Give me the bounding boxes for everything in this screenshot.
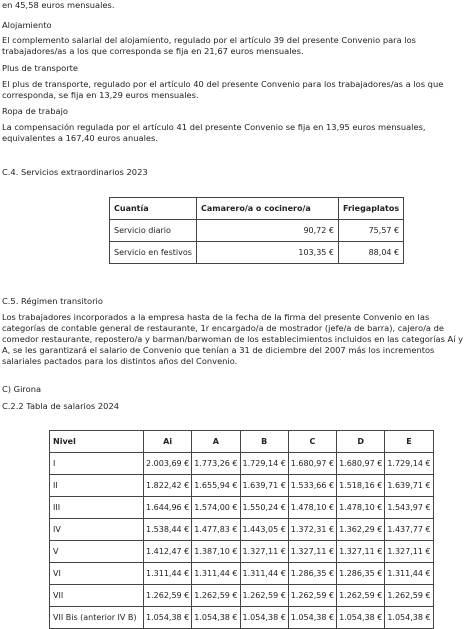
table-header-row (50, 431, 434, 453)
table-cell: Servicio en festivos (110, 242, 197, 264)
salary-cell: 1.550,24 € (240, 497, 288, 519)
salary-cell: 1.478,10 € (337, 497, 385, 519)
salary-cell: 1.574,00 € (192, 497, 240, 519)
tabla-salarios-table (49, 430, 434, 629)
table-row (50, 607, 434, 629)
table-row (50, 497, 434, 519)
table-header-cell: D (337, 431, 385, 453)
table-header-cell: Camarero/a o cocinero/a (197, 198, 339, 220)
salary-cell: 1.639,71 € (240, 475, 288, 497)
level-cell: IV (50, 519, 144, 541)
salary-cell: 1.655,94 € (192, 475, 240, 497)
paragraph-transporte: El plus de transporte, regulado por el artículo 40 del presente Convenio para los trabajadores/as a los que corresponda, se fija en 13,29 euros mensuales. (2, 79, 444, 100)
salary-cell: 1.773,26 € (192, 453, 240, 475)
table-cell: 103,35 € (197, 242, 339, 264)
table-header-cell: Friegaplatos (339, 198, 404, 220)
salary-cell: 1.443,05 € (240, 519, 288, 541)
table-row (50, 453, 434, 475)
table-header-cell: C (288, 431, 336, 453)
level-cell: V (50, 541, 144, 563)
salary-cell: 1.054,38 € (192, 607, 240, 629)
salary-cell: 1.639,71 € (385, 475, 433, 497)
salary-cell: 1.327,11 € (337, 541, 385, 563)
salary-cell: 1.262,59 € (144, 585, 192, 607)
table-row (110, 242, 404, 264)
level-cell: I (50, 453, 144, 475)
table-header-cell: B (240, 431, 288, 453)
salary-cell: 1.729,14 € (385, 453, 433, 475)
table-header-row (110, 198, 404, 220)
salary-cell: 1.822,42 € (144, 475, 192, 497)
table-header-cell: Ai (144, 431, 192, 453)
salary-cell: 1.311,44 € (192, 563, 240, 585)
table-row (110, 220, 404, 242)
salary-cell: 1.311,44 € (240, 563, 288, 585)
table-header-cell: E (385, 431, 433, 453)
level-cell: VII Bis (anterior IV B) (50, 607, 144, 629)
paragraph-regimen-transitorio: Los trabajadores incorporados a la empresa hasta de la fecha de la firma del presente Convenio en las categorías de contable general de restaurante, 1r encargado/a de mostrador (jefe/a de barra), cajero/a de comedor restaurante, repostero/a y barman/barwoman de los establecimientos incluidos en las categorías Aí y A, se les garantizará el salario de Convenio que tenían a 31 de diciembre del 2007 más los incrementos salariales pactados para los distintos años del Convenio. (2, 312, 464, 366)
salary-cell: 1.262,59 € (385, 585, 433, 607)
section-heading-girona: C) Girona (2, 384, 42, 394)
table-cell: 75,57 € (339, 220, 404, 242)
paragraph-ropa: La compensación regulada por el artículo 41 del presente Convenio se fija en 13,95 euros mensuales, equivalentes a 167,40 euros anuales. (2, 122, 426, 143)
salary-cell: 1.372,31 € (288, 519, 336, 541)
level-cell: III (50, 497, 144, 519)
salary-cell: 1.262,59 € (288, 585, 336, 607)
table-row (50, 519, 434, 541)
salary-cell: 1.327,11 € (240, 541, 288, 563)
salary-cell: 1.262,59 € (240, 585, 288, 607)
salary-cell: 1.054,38 € (385, 607, 433, 629)
table-cell: Servicio diario (110, 220, 197, 242)
salary-cell: 2.003,69 € (144, 453, 192, 475)
salary-cell: 1.477,83 € (192, 519, 240, 541)
section-heading-c4: C.4. Servicios extraordinarios 2023 (2, 167, 148, 177)
paragraph-alojamiento: El complemento salarial del alojamiento, regulado por el artículo 39 del presente Convenio para los trabajadores/as a los que corresponda se fija en 21,67 euros mensuales. (2, 35, 417, 56)
section-heading-c22: C.2.2 Tabla de salarios 2024 (2, 401, 120, 411)
table-row (50, 563, 434, 585)
table-row (50, 541, 434, 563)
salary-cell: 1.327,11 € (385, 541, 433, 563)
salary-cell: 1.311,44 € (385, 563, 433, 585)
servicios-extraordinarios-table (109, 197, 404, 264)
table-header-cell: A (192, 431, 240, 453)
section-heading-ropa: Ropa de trabajo (2, 106, 68, 116)
section-heading-c5: C.5. Régimen transitorio (2, 296, 103, 306)
salary-cell: 1.054,38 € (240, 607, 288, 629)
section-heading-transporte: Plus de transporte (2, 63, 78, 73)
level-cell: VII (50, 585, 144, 607)
salary-cell: 1.729,14 € (240, 453, 288, 475)
salary-cell: 1.387,10 € (192, 541, 240, 563)
table-header-cell: Cuantía (110, 198, 197, 220)
salary-cell: 1.533,66 € (288, 475, 336, 497)
salary-cell: 1.327,11 € (288, 541, 336, 563)
table-row (50, 585, 434, 607)
text-line: en 45,58 euros mensuales. (2, 0, 115, 10)
salary-cell: 1.437,77 € (385, 519, 433, 541)
salary-cell: 1.262,59 € (337, 585, 385, 607)
salary-cell: 1.478,10 € (288, 497, 336, 519)
section-heading-alojamiento: Alojamiento (2, 20, 52, 30)
salary-cell: 1.054,38 € (337, 607, 385, 629)
table-row (50, 475, 434, 497)
tabla-salarios-body (50, 453, 434, 629)
table-cell: 90,72 € (197, 220, 339, 242)
salary-cell: 1.286,35 € (288, 563, 336, 585)
salary-cell: 1.538,44 € (144, 519, 192, 541)
salary-cell: 1.412,47 € (144, 541, 192, 563)
salary-cell: 1.362,29 € (337, 519, 385, 541)
salary-cell: 1.644,96 € (144, 497, 192, 519)
salary-cell: 1.286,35 € (337, 563, 385, 585)
salary-cell: 1.518,16 € (337, 475, 385, 497)
table-header-cell: Nivel (50, 431, 144, 453)
table-cell: 88,04 € (339, 242, 404, 264)
salary-cell: 1.543,97 € (385, 497, 433, 519)
salary-cell: 1.262,59 € (192, 585, 240, 607)
level-cell: II (50, 475, 144, 497)
salary-cell: 1.054,38 € (288, 607, 336, 629)
level-cell: VI (50, 563, 144, 585)
salary-cell: 1.311,44 € (144, 563, 192, 585)
salary-cell: 1.054,38 € (144, 607, 192, 629)
salary-cell: 1.680,97 € (288, 453, 336, 475)
salary-cell: 1.680,97 € (337, 453, 385, 475)
